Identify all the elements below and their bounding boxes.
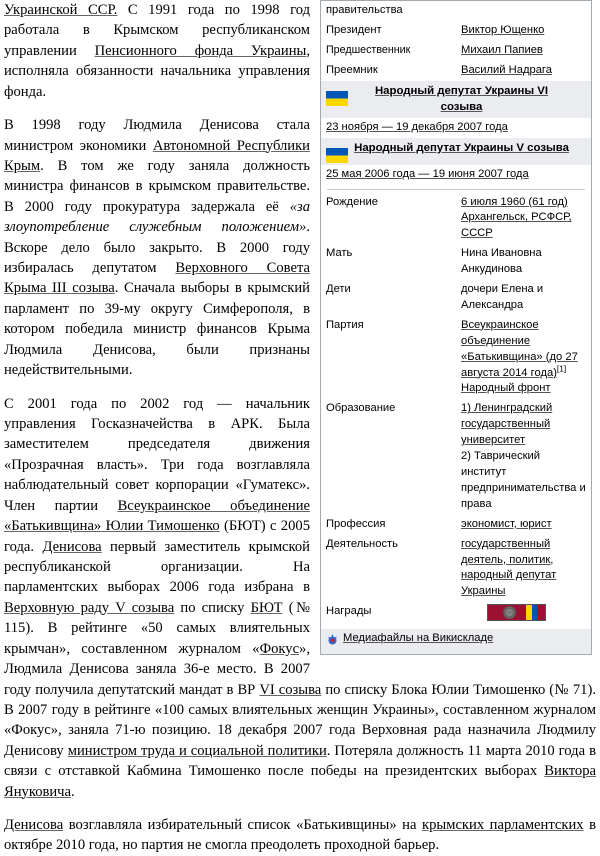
birth-place[interactable]: Архангельск, РСФСР, СССР <box>461 211 572 240</box>
infobox-label-birth: Рождение <box>326 195 378 208</box>
infobox-label-mother: Мать <box>326 247 353 260</box>
infobox-label-profession: Профессия <box>326 517 386 530</box>
commons-link-cell[interactable] <box>321 629 591 653</box>
link-supreme-council-crimea[interactable]: Верховного Совета Крыма III созыва <box>4 260 310 297</box>
commons-link-label[interactable]: Медиафайлы на Викискладе <box>343 632 494 645</box>
paragraph-2: В 1998 году Людмила Денисова стала министром экономики Автономной Республики Крым. В том же году заняла должность министра финансов в крымском правительстве. В 2000 году прокуратура задержала её «за злоупотребление служебным положением». Вскоре дело было закрыто. В 2000 году избиралась депутатом Верховного Совета Крыма III созыва. Сначала выборы в крымский парламент по 39-му округу Симферополя, в котором победила министр финансов Крыма Людмила Денисова, были признаны недействительными. <box>4 117 310 379</box>
infobox-row-profession <box>321 515 591 535</box>
infobox-label-successor: Преемник <box>326 63 378 76</box>
infobox-row-activity <box>321 535 591 603</box>
infobox-value-education <box>456 399 591 514</box>
party-reference[interactable]: [1] <box>556 362 567 373</box>
party-name-1[interactable]: Всеукраинское объединение «Батькивщина» (до 27 августа 2014 года) <box>461 318 578 379</box>
education-item-2: 2) Таврический институт предпринимательства и права <box>461 450 586 510</box>
link-byut[interactable]: БЮТ <box>250 599 283 616</box>
link-crimean-parliament-elections[interactable]: крымских парламентских <box>422 817 584 834</box>
infobox-office-dates-row-1 <box>321 118 591 138</box>
infobox-office-dates-row-2 <box>321 165 591 185</box>
infobox-value-profession <box>456 515 591 535</box>
infobox <box>320 0 592 655</box>
link-verkhovna-rada-v[interactable]: Верховную раду V созыва <box>4 599 175 616</box>
infobox-row-successor <box>321 61 591 81</box>
infobox-office-row-2 <box>321 138 591 165</box>
divider-line <box>327 189 585 190</box>
infobox-row-mother <box>321 244 591 280</box>
commons-logo-icon <box>326 633 339 646</box>
infobox-value-party <box>456 316 591 400</box>
link-minister-labour[interactable]: министром труда и социальной политики <box>67 742 327 759</box>
infobox-label-predecessor: Предшественник <box>326 43 411 56</box>
infobox-label-president: Президент <box>326 23 382 36</box>
infobox-table <box>321 1 591 654</box>
infobox-label-awards: Награды <box>326 605 372 618</box>
infobox-label-activity: Деятельность <box>326 537 399 550</box>
infobox-office-dates-2 <box>321 165 591 185</box>
activity-text[interactable]: государственный деятель, политик, народный депутат Украины <box>461 537 557 598</box>
infobox-value-activity <box>456 535 591 603</box>
infobox-value-awards <box>456 602 591 629</box>
infobox-heading-continuation-row <box>321 1 591 21</box>
infobox-office-header-2 <box>321 138 591 165</box>
party-name-2[interactable]: Народный фронт <box>461 382 551 395</box>
paragraph-4: Денисова возглавляла избирательный список «Батькивщины» на крымских парламентских в октябре 2010 года, но партия не смогла преодолеть проходной барьер. <box>4 817 597 854</box>
infobox-label-party: Партия <box>326 318 364 331</box>
link-president[interactable]: Виктор Ющенко <box>461 23 545 36</box>
link-crimea-autonomy[interactable]: Автономной Республики Крым <box>4 137 310 174</box>
link-predecessor[interactable]: Михаил Папиев <box>461 43 543 56</box>
infobox-office-dates-1 <box>321 118 591 138</box>
infobox-label-education: Образование <box>326 402 396 415</box>
infobox-commons-row <box>321 629 591 653</box>
infobox-office-header-1 <box>321 81 591 118</box>
ribbon-stripe-red <box>537 605 545 620</box>
link-pension-fund[interactable]: Пенсионного фонда Украины <box>94 42 307 59</box>
paragraph-3: С 2001 года по 2002 год — начальник управления Госказначейства в АРК. Была заместителем председателя движения «Прозрачная власть». Три года возглавляла наблюдательный совет корпорации «Гуматекс». Член партии Всеукраинское объединение «Батькивщина» Юлии Тимошенко (БЮТ) с 2005 года. Денисова первый заместитель крымской республиканской организации. На парламентских выборах 2006 года избрана в Верховную раду V созыва по списку БЮТ (№ 115). В рейтинге «50 самых влиятельных крымчан», составленном журналом «Фокус», Людмила Денисова заняла 36-е место. В 2007 году получила депутатский мандат в ВР VI созыва по списку Блока Юлии Тимошенко (№ 71). В 2007 году в рейтинге «100 самых влиятельных женщин Украины», составленном журналом «Фокус», заняла 71-ю позицию. 18 декабря 2007 года Верховная рада назначила Людмилу Денисову министром труда и социальной политики. Потеряла должность 11 марта 2010 года в связи с отставкой Кабмина Тимошенко после победы на президентских выборах Виктора Януковича. <box>4 395 596 800</box>
order-ribbon-icon[interactable] <box>487 604 546 621</box>
ukraine-flag-icon <box>326 148 348 163</box>
link-batkivshchyna[interactable]: Всеукраинское объединение «Батькивщина» Юлии Тимошенко <box>4 497 310 535</box>
infobox-heading-continuation: правительства <box>326 4 403 16</box>
infobox-value-mother: Нина Ивановна Анкудинова <box>461 247 542 276</box>
paragraph-1: Украинской ССР. С 1991 года по 1998 год работала в Крымском республиканском управлении Пенсионного фонда Украины, исполняла обязанности начальника управления фонда. <box>4 2 310 100</box>
quote-abuse: «за злоупотребление служебным положением» <box>4 198 310 236</box>
link-vr-vi[interactable]: VI созыва <box>259 681 322 698</box>
office-title-1[interactable]: Народный депутат Украины VI созыва <box>374 84 549 114</box>
birth-date[interactable]: 6 июля 1960 (61 год) <box>461 195 568 208</box>
infobox-row-children <box>321 280 591 316</box>
ukraine-flag-icon <box>326 91 348 106</box>
infobox-value-birth <box>456 193 591 245</box>
infobox-value-successor <box>456 61 591 81</box>
infobox-value-predecessor <box>456 41 591 61</box>
education-item-1[interactable]: 1) Ленинградский государственный университет <box>461 402 553 447</box>
infobox-row-president <box>321 21 591 41</box>
infobox-row-predecessor <box>321 41 591 61</box>
ribbon-emblem <box>504 607 515 618</box>
infobox-row-education <box>321 399 591 514</box>
infobox-row-awards <box>321 602 591 629</box>
office-dates-2-text[interactable]: 25 мая 2006 года — 19 июня 2007 года <box>326 167 529 180</box>
infobox-row-party <box>321 316 591 400</box>
infobox-label-children: Дети <box>326 283 351 296</box>
infobox-value-president <box>456 21 591 41</box>
link-focus-magazine[interactable]: Фокус <box>259 640 300 657</box>
infobox-divider <box>321 185 591 193</box>
link-yanukovych[interactable]: Виктора Януковича <box>4 763 596 800</box>
office-title-2[interactable]: Народный депутат Украины V созыва <box>354 141 569 154</box>
link-ukrainian-ssr[interactable]: Украинской ССР. <box>4 2 118 18</box>
link-denisova[interactable]: Денисова <box>42 538 102 555</box>
infobox-row-birth <box>321 193 591 245</box>
office-dates-1-text[interactable]: 23 ноября — 19 декабря 2007 года <box>326 120 508 133</box>
infobox-value-children: дочери Елена и Александра <box>461 283 544 311</box>
infobox-office-row-1 <box>321 81 591 118</box>
link-denisova-2[interactable]: Денисова <box>4 817 64 834</box>
profession-text[interactable]: экономист, юрист <box>461 517 552 530</box>
link-successor[interactable]: Василий Надрага <box>461 63 552 76</box>
